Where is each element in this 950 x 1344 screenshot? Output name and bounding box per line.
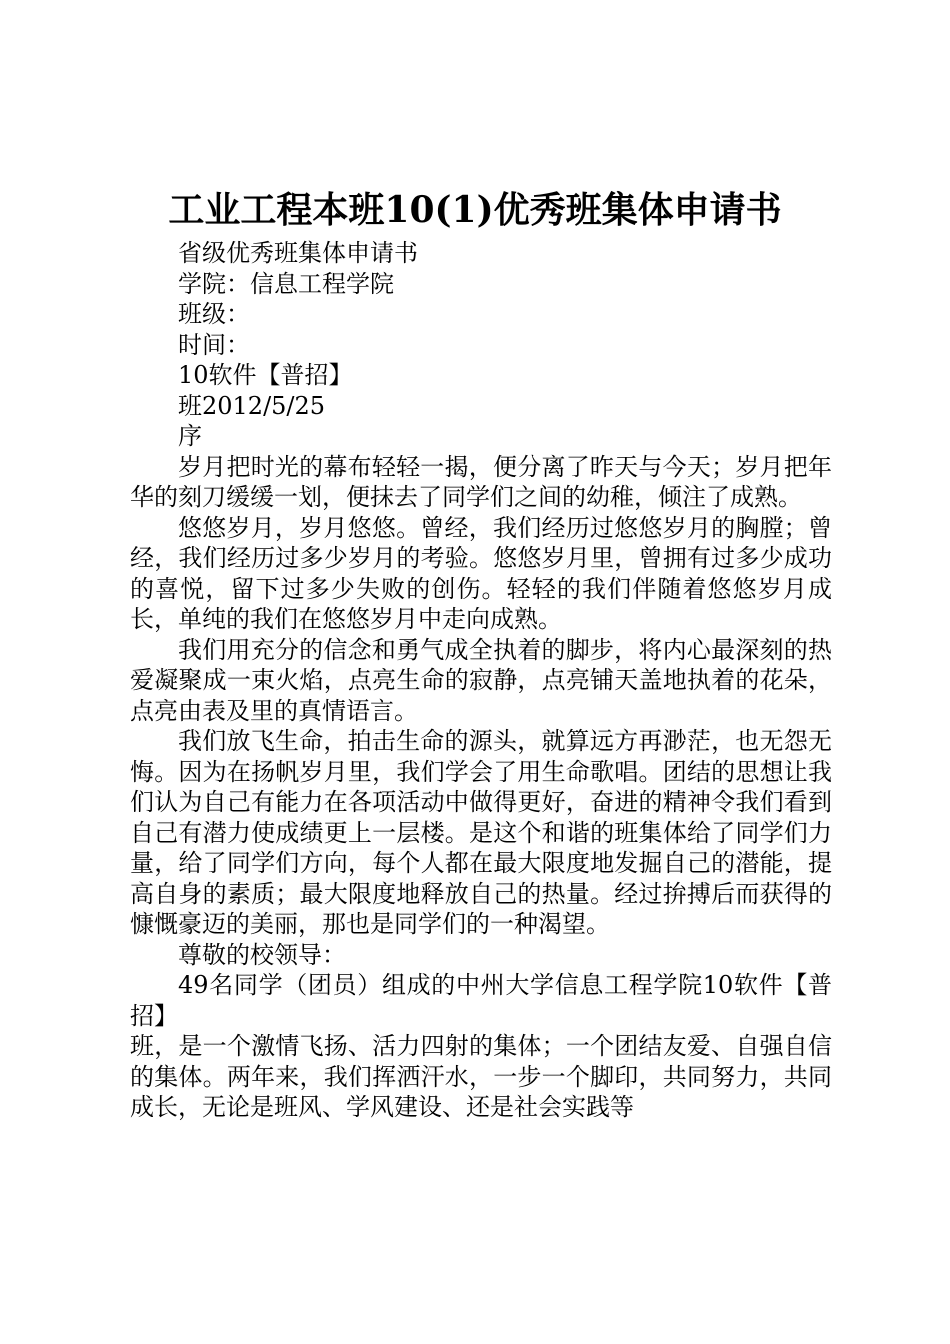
paragraph: 省级优秀班集体申请书	[178, 239, 418, 267]
paragraph: 岁月把时光的幕布轻轻一揭，便分离了昨天与今天；岁月把年华的刻刀缓缓一划，便抹去了同学们之间的幼稚，倾注了成熟。	[130, 452, 832, 511]
document-body	[130, 238, 832, 1123]
paragraph: 序	[178, 422, 202, 450]
paragraph: 49名同学（团员）组成的中州大学信息工程学院10软件【普招】	[130, 971, 832, 1030]
paragraph: 尊敬的校领导：	[178, 940, 346, 969]
paragraph: 学院：信息工程学院	[178, 269, 394, 298]
paragraph: 悠悠岁月，岁月悠悠。曾经，我们经历过悠悠岁月的胸膛；曾经，我们经历过多少岁月的考验。悠悠岁月里，曾拥有过多少成功的喜悦，留下过多少失败的创伤。轻轻的我们伴随着悠悠岁月成长，单纯的我们在悠悠岁月中走向成熟。	[130, 513, 832, 633]
paragraph: 班级：	[178, 300, 250, 328]
paragraph: 时间：	[178, 330, 250, 359]
paragraph: 班，是一个激情飞扬、活力四射的集体；一个团结友爱、自强自信的集体。两年来，我们挥洒汗水，一步一个脚印，共同努力，共同成长，无论是班风、学风建设、还是社会实践等	[130, 1032, 832, 1121]
paragraph: 我们放飞生命，拍击生命的源头，就算远方再渺茫，也无怨无悔。因为在扬帆岁月里，我们学会了用生命歌唱。团结的思想让我们认为自己有能力在各项活动中做得更好，奋进的精神令我们看到自己有潜力使成绩更上一层楼。是这个和谐的班集体给了同学们力量，给了同学们方向，每个人都在最大限度地发掘自己的潜能，提高自身的素质；最大限度地释放自己的热量。经过拚搏后而获得的慷慨豪迈的美丽，那也是同学们的一种渴望。	[130, 727, 832, 938]
document-title: 工业工程本班10(1)优秀班集体申请书	[168, 189, 782, 231]
paragraph: 我们用充分的信念和勇气成全执着的脚步，将内心最深刻的热爱凝聚成一束火焰，点亮生命的寂静，点亮铺天盖地执着的花朵，点亮由表及里的真情语言。	[130, 635, 832, 725]
paragraph: 班2012/5/25	[178, 391, 326, 420]
paragraph: 10软件【普招】	[178, 361, 353, 389]
